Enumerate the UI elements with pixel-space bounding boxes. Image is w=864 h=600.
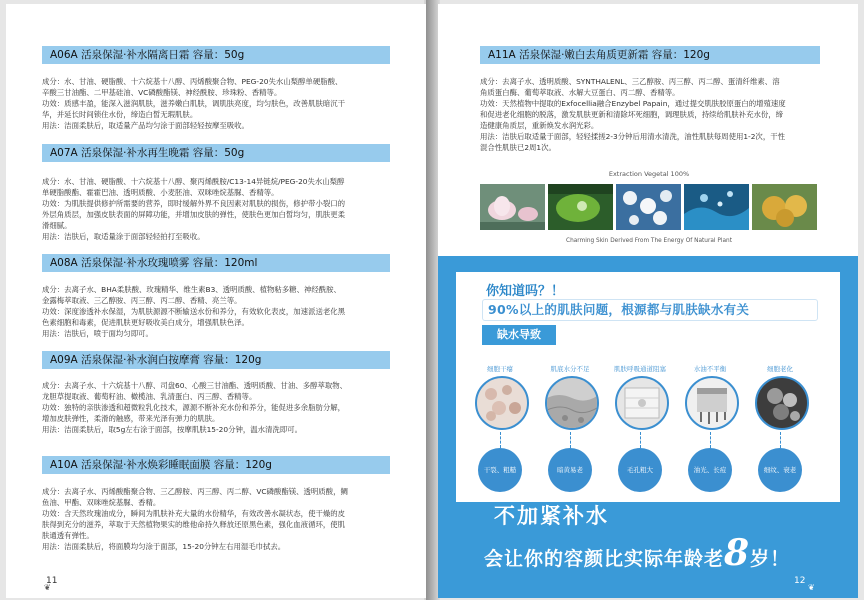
circle-bottom-label: 油光、长痘 <box>688 448 732 492</box>
section-body-a11a <box>480 76 828 153</box>
section-title-a08a: A08A 活泉保湿·补水玫瑰喷雾 容量：120ml <box>42 254 390 272</box>
page-number: 11 <box>46 576 58 586</box>
text-line: 辛酸三甘油酯、二甲基硅油、VC磷酸酯镁、神经酰胺、珍珠粉、香精等。 <box>42 88 282 97</box>
text-line: 成分：水、甘油、硬脂酸、十六烷基十八醇、聚丙烯酰胺/C13-14异链烷/PEG-20失水山梨醇 <box>42 177 345 186</box>
dry-cells-image <box>475 376 529 430</box>
leaf-ornament-icon: ❦ <box>808 583 815 592</box>
text-line: 成分：去离子水、透明质酸、SYNTHALENL、三乙醇胺、丙三醇、丙二醇、蛋清纤维素、溶 <box>480 77 780 86</box>
text-line: 功效：独特的亲肤渗透和超微粒乳化技术，源源不断补充水份和养分，能促进多余脂肪分解， <box>42 403 346 412</box>
text-line: 用法：洁肤后取适量于面部，轻轻揉搓2-3分钟后用清水清洗，油性肌肤每周使用1-2次，干性 <box>480 132 785 141</box>
text-line: 增加皮肤弹性，柔滑的触感，带来光泽有弹力的肌肤。 <box>42 414 220 423</box>
text-line: 成分：水、甘油、硬脂酸、十六烷基十八醇、丙烯酸聚合物、PEG-20失水山梨醇单硬脂酸、 <box>42 77 343 86</box>
water-splash-photo <box>684 184 749 230</box>
headline: 90%以上的肌肤问题，根源都与肌肤缺水有关 <box>488 302 750 317</box>
section-title-a07a: A07A 活泉保湿·补水再生晚霜 容量：50g <box>42 144 390 162</box>
leaf-ornament-icon: ❦ <box>44 583 51 592</box>
text-line: 功效：含天然玫瑰油成分，瞬间为肌肤补充大量的水份精华，有效改善水凝状态，使干燥的皮 <box>42 509 346 518</box>
text-line: 功效：天然植物中提取的Exfocellia融合Enzybel Papain，通过提交肌肤胶原蛋白的增殖速度 <box>480 99 786 108</box>
text-line: 功效：深度渗透补水保湿，为肌肤源源不断输送水份和养分，有效软化表皮，加速派送老化黑 <box>42 307 346 316</box>
section-title-a11a: A11A 活泉保湿·嫩白去角质更新霜 容量：120g <box>480 46 820 64</box>
aging-cells-image <box>755 376 809 430</box>
section-body-a08a <box>42 284 394 339</box>
text-line: 华，并延长时间锁住水份，缔造白皙无瑕肌肤。 <box>42 110 198 119</box>
photo-caption-top: Extraction Vegetal 100% <box>608 170 690 178</box>
circle-top-label: 细胞老化 <box>767 365 793 373</box>
golden-flower-photo <box>752 184 817 230</box>
text-line: 色素细胞和毒素，促进肌肤更好吸收美白成分，增强肌肤色泽。 <box>42 318 249 327</box>
circle-top-label: 细胞干瘪 <box>487 365 513 373</box>
text-line: 用法：洁肤后，喷于面均匀即可。 <box>42 329 153 338</box>
circle-top-label: 肌肤呼吸通道阻塞 <box>614 365 666 373</box>
slogan-text: 会让你的容颜比实际年龄老 <box>484 548 725 570</box>
page-number: 12 <box>794 576 806 586</box>
slogan-line-2 <box>484 532 790 574</box>
left-page <box>6 4 426 598</box>
blossom-photo <box>616 184 681 230</box>
text-line: 用法：洁肤后，取适量涂于面部轻轻拍打至吸收。 <box>42 232 205 241</box>
text-line: 金露梅萃取液、三乙醇胺、丙三醇、丙二醇、香精、亮兰等。 <box>42 296 242 305</box>
connector-line <box>710 432 712 448</box>
text-line: 鱼油、甲酯、双咪唑烷基脲、香精。 <box>42 498 161 507</box>
text-line: 用法：洁面柔肤后，取5g左右涂于面部，按摩肌肤15-20分钟，温水清洗即可。 <box>42 425 302 434</box>
plant-photo-strip <box>480 184 818 230</box>
text-line: 成分：去离子水、十六烷基十八醇、司盘60、心酸三甘油酯、透明质酸、甘油、多醇萃取物、 <box>42 381 348 390</box>
circle-top-label: 肌底水分不足 <box>550 365 590 373</box>
connector-line <box>500 432 502 448</box>
connector-line <box>570 432 572 448</box>
circle-bottom-label: 毛孔粗大 <box>618 448 662 492</box>
text-line: 成分：去离子水、BHA柔肤酸、玫瑰精华、维生素B3、透明质酸、植物粘多糖、神经酰胺、 <box>42 285 341 294</box>
text-line: 肤得到充分的滋养，萃取于天然植物果实的维他命持久释放还原黑色素，强化血液循环，使肌 <box>42 520 346 529</box>
slogan-number: 8 <box>724 532 751 574</box>
lotus-photo <box>480 184 545 230</box>
slogan-line-1: 不加紧补水 <box>494 503 609 528</box>
text-line: 外层角质层，加强皮肤表面的屏障功能，并增加皮肤的弹性，使肤色更加白皙均匀，肌肤更柔 <box>42 210 346 219</box>
photo-caption-bottom: Charming Skin Derived From The Energy Of Natural Plant <box>566 238 732 244</box>
text-line: 功效：为肌肤提供修护所需要的营养，即时缓解外界不良因素对肌肤的损伤，修护带小裂口的 <box>42 199 346 208</box>
text-line: 角质蛋白酶、葡萄萃取液、水解大豆蛋白、丙二醇、香精等。 <box>480 88 680 97</box>
pore-structure-image <box>615 376 669 430</box>
section-body-a10a <box>42 486 394 552</box>
text-line: 造健康角质层，重新焕发水润光彩。 <box>480 121 599 130</box>
text-line: 用法：洁面柔肤后，将面膜均匀涂于面部，15-20分钟左右用湿毛巾拭去。 <box>42 542 286 551</box>
text-line: 肤通透有弹性。 <box>42 531 94 540</box>
connector-line <box>640 432 642 448</box>
section-title-a09a: A09A 活泉保湿·补水润白按摩膏 容量：120g <box>42 351 390 369</box>
right-page <box>438 4 858 598</box>
connector-line <box>780 432 782 448</box>
section-body-a09a <box>42 380 394 435</box>
circle-bottom-label: 干裂、粗糙 <box>478 448 522 492</box>
section-body-a07a <box>42 176 394 242</box>
text-line: 和促进老化细胞的脱落，激发肌肤更新和清除坏死细胞，调理肤质，持续给肌肤补充水份，缔 <box>480 110 784 119</box>
section-body-a06a <box>42 76 394 131</box>
text-line: 滑细腻。 <box>42 221 72 230</box>
leaf-drop-photo <box>548 184 613 230</box>
circle-top-label: 水油不平衡 <box>693 365 727 373</box>
text-line: 单硬脂酸酯、霍霍巴油、透明质酸、小麦胚油、双咪唑烷基脲、香精等。 <box>42 188 279 197</box>
text-line: 混合性肌肤已2周1次。 <box>480 143 556 152</box>
subhead: 缺水导致 <box>482 325 556 345</box>
text-line: 用法：洁面柔肤后，取适量产品均匀涂于面部轻轻按摩至吸收。 <box>42 121 249 130</box>
section-title-a06a: A06A 活泉保湿·补水隔离日霜 容量：50g <box>42 46 390 64</box>
circle-bottom-label: 暗黄易老 <box>548 448 592 492</box>
text-line: 成分：去离子水、丙烯酸酯聚合物、三乙醇胺、丙三醇、丙二醇、VC磷酸酯镁、透明质酸，鲷 <box>42 487 348 496</box>
circle-bottom-label: 细纹、衰老 <box>758 448 802 492</box>
text-line: 功效：质感丰盈，能深入滋润肌肤，滋养嫩白肌肤，调肌肤亮度，均匀肤色，改善肌肤暗沉干 <box>42 99 346 108</box>
slogan-text-end: 岁！ <box>750 548 791 570</box>
text-line: 龙胆草提取液、葡萄籽油、橄榄油、乳清蛋白、丙三醇、香精等。 <box>42 392 257 401</box>
section-title-a10a: A10A 活泉保湿·补水焕彩睡眠面膜 容量：120g <box>42 456 390 474</box>
skin-layer-image <box>545 376 599 430</box>
question-heading: 你知道吗？！ <box>486 284 565 299</box>
oil-skin-image <box>685 376 739 430</box>
